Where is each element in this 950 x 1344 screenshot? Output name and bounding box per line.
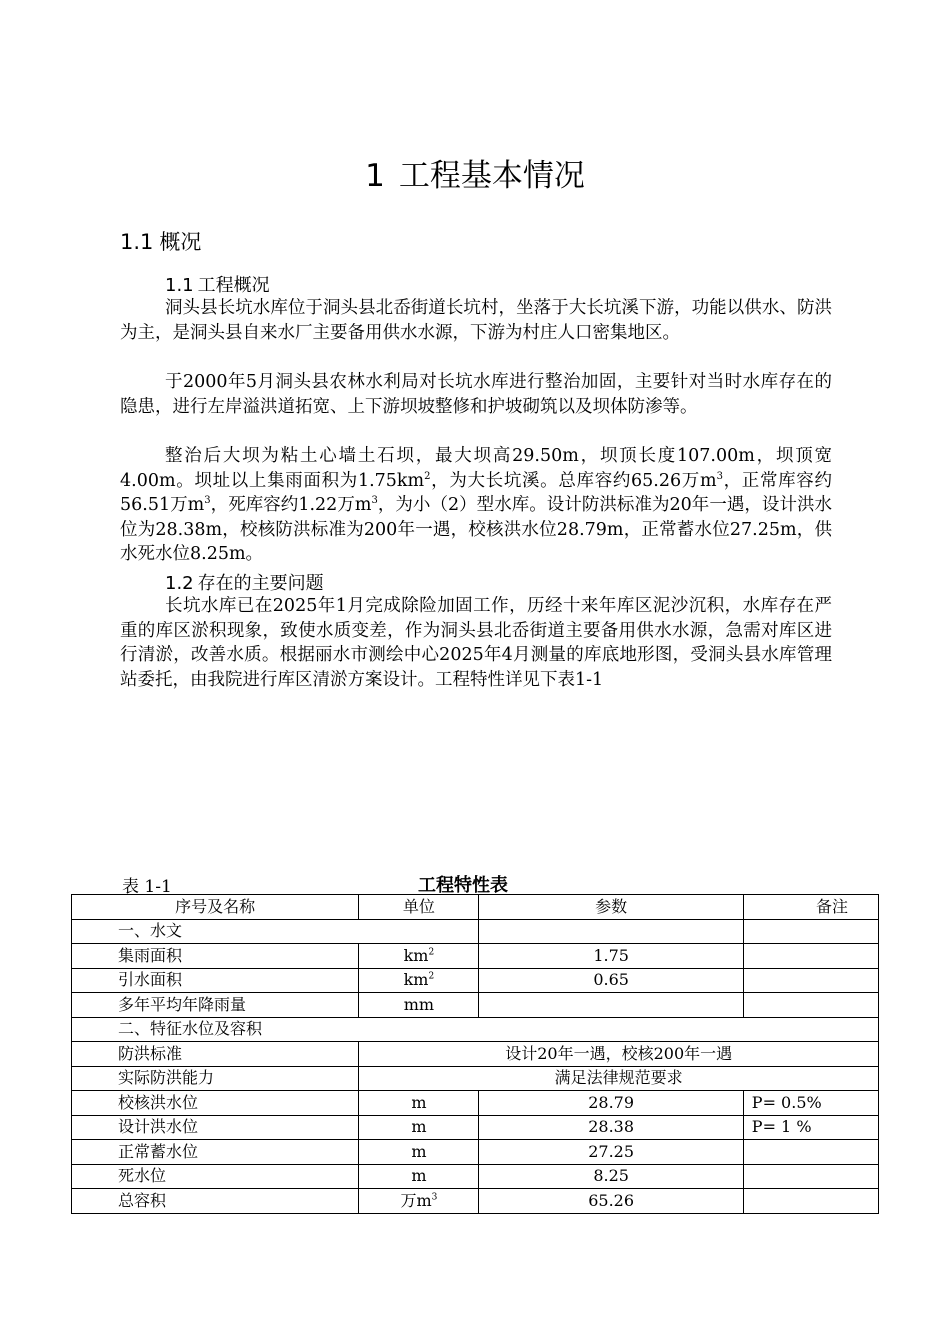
table-row: 引水面积 $km^2$ 0.65: [72, 968, 879, 993]
subsection-title: 存在的主要问题: [197, 573, 324, 594]
header-note: 备注: [743, 895, 878, 920]
table-header-row: [72, 895, 879, 920]
table-number: 表 1-1: [122, 877, 172, 897]
table-row: 多年平均年降雨量 mm: [72, 993, 879, 1018]
header-unit: 单位: [359, 895, 479, 920]
table-row: 总容积 万$m^3$ 65.26: [72, 1189, 879, 1214]
header-value: 参数: [479, 895, 743, 920]
section-label: 二、特征水位及容积: [72, 1017, 879, 1042]
subsection-number: 1.1: [165, 275, 194, 296]
subsection-heading-1-1: [165, 271, 270, 297]
chapter-number: 1: [365, 158, 385, 194]
table-row: 设计洪水位 m 28.38 P= 1 %: [72, 1115, 879, 1140]
table-row: 正常蓄水位 m 27.25: [72, 1140, 879, 1165]
section-title: 概况: [159, 230, 202, 254]
paragraph-overview: 洞头县长坑水库位于洞头县北岙街道长坑村，坐落于大长坑溪下游，功能以供水、防洪为主，是洞头县自来水厂主要备用供水水源，下游为村庄人口密集地区。: [120, 298, 832, 343]
table-row: [72, 919, 879, 944]
table-row: [72, 1017, 879, 1042]
table-title: 工程特性表: [418, 875, 508, 896]
paragraph-problems: 长坑水库已在2025年1月完成除险加固工作，历经十来年库区泥沙沉积，水库存在严重的库区淤积现象，致使水质变差，作为洞头县北岙街道主要备用供水水源，急需对库区进行清淤，改善水质。根据丽水市测绘中心2025年4月测量的库底地形图，受洞头县水库管理站委托，由我院进行库区清淤方案设计。工程特性详见下表1-1: [120, 596, 832, 690]
chapter-title: 工程基本情况: [398, 158, 585, 194]
table-row: 防洪标准 设计20年一遇，校核200年一遇: [72, 1042, 879, 1067]
spec-table: [71, 894, 879, 1214]
paragraph-parameters: 整治后大坝为粘土心墙土石坝，最大坝高29.50m，坝顶长度107.00m，坝顶宽4.00m。坝址以上集雨面积为$1.75km^2$，为大长坑溪。总库容约65.26万$m^3$，正常库容约56.51万$m^3$，死库容约1.22万$m^3$，为小（2）型水库。设计防洪标准为20年一遇，设计洪水位为28.38m，校核防洪标准为200年一遇，校核洪水位28.79m，正常蓄水位27.25m，供水死水位8.25m。: [120, 446, 833, 564]
subsection-title: 工程概况: [197, 275, 270, 296]
table-row: 实际防洪能力 满足法律规范要求: [72, 1066, 879, 1091]
section-number: 1.1: [120, 230, 154, 254]
table-row: 校核洪水位 m 28.79 P= 0.5%: [72, 1091, 879, 1116]
paragraph-renovation: 于2000年5月洞头县农林水利局对长坑水库进行整治加固，主要针对当时水库存在的隐患，进行左岸溢洪道拓宽、上下游坝坡整修和护坡砌筑以及坝体防渗等。: [120, 372, 832, 417]
subsection-number: 1.2: [165, 573, 194, 594]
section-heading: [120, 226, 201, 256]
table-row: 死水位 m 8.25: [72, 1164, 879, 1189]
subsection-heading-1-2: [165, 569, 324, 595]
section-label: 一、水文: [72, 919, 479, 944]
header-name: 序号及名称: [72, 895, 359, 920]
table-row: 集雨面积 $km^2$ 1.75: [72, 944, 879, 969]
chapter-heading: [0, 150, 950, 195]
